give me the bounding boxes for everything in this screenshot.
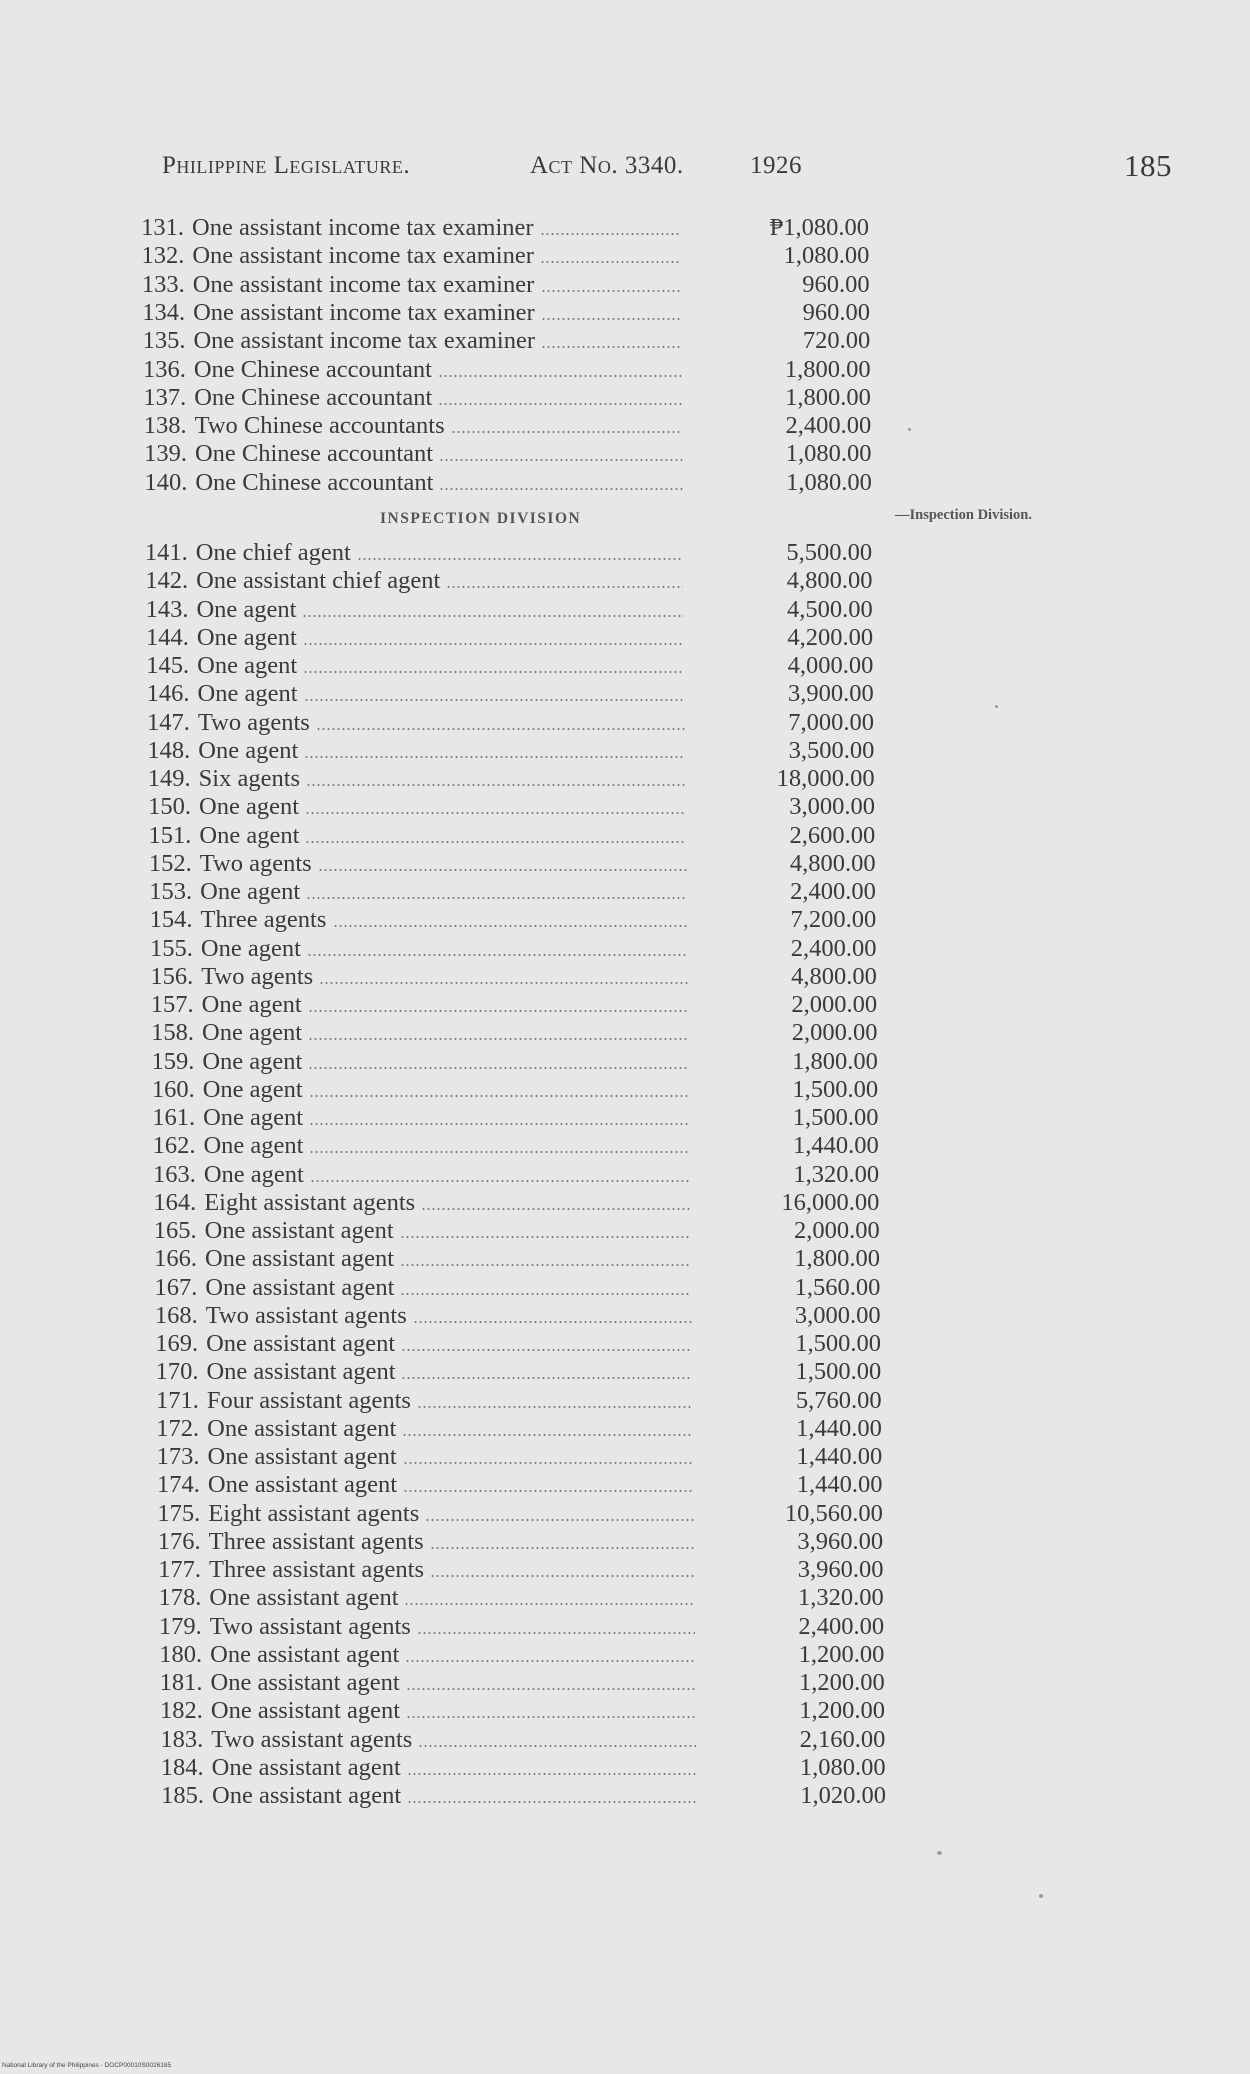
item-number: 181.: [159, 1669, 203, 1696]
item-amount: 16,000.00: [781, 1188, 880, 1216]
item-number: 173.: [156, 1443, 200, 1470]
item-description: One agent: [203, 1160, 304, 1188]
list-item: [131, 624, 297, 652]
dot-leader: [303, 643, 684, 645]
item-amount: 3,000.00: [789, 793, 875, 821]
dot-leader: [404, 1603, 695, 1605]
item-amount: 1,800.00: [794, 1245, 881, 1273]
item-description: One agent: [198, 736, 299, 764]
dot-leader: [446, 586, 683, 588]
dot-leader: [541, 290, 681, 292]
list-item: [132, 737, 298, 765]
list-item: [145, 1669, 400, 1697]
item-number: 179.: [158, 1612, 202, 1640]
item-number: 153.: [149, 878, 193, 905]
item-description: Three agents: [200, 906, 327, 934]
item-number: 147.: [147, 708, 190, 736]
dot-leader: [305, 812, 686, 814]
item-description: One assistant agent: [206, 1358, 396, 1386]
list-item: [140, 1330, 395, 1358]
item-number: 144.: [145, 623, 189, 651]
page-number: 185: [1124, 148, 1172, 183]
item-description: One chief agent: [195, 539, 351, 566]
item-description: One agent: [196, 595, 297, 623]
item-number: 137.: [143, 383, 187, 411]
scan-credit: National Library of the Philippines · DOCP00010S0026185: [2, 2062, 172, 2069]
item-amount: 10,560.00: [784, 1499, 883, 1527]
item-number: 150.: [148, 793, 192, 821]
item-description: One assistant agent: [210, 1669, 400, 1696]
item-number: 151.: [148, 821, 192, 849]
item-number: 134.: [142, 298, 186, 326]
paper-speck: [937, 1851, 942, 1855]
paper-speck: [1039, 1894, 1043, 1898]
item-amount: 4,200.00: [787, 623, 874, 651]
item-number: 162.: [152, 1132, 196, 1160]
item-amount: 4,800.00: [786, 567, 873, 595]
list-item: [137, 1076, 303, 1104]
list-item: [143, 1528, 424, 1556]
dot-leader: [403, 1490, 694, 1492]
item-number: 155.: [150, 934, 193, 962]
item-description: One assistant agent: [210, 1697, 401, 1725]
item-description: Two agents: [197, 708, 310, 736]
item-number: 177.: [158, 1556, 202, 1583]
item-amount: 4,000.00: [787, 652, 874, 679]
paper-speck: [995, 705, 998, 708]
dot-leader: [439, 488, 683, 490]
item-description: Eight assistant agents: [204, 1188, 416, 1216]
item-description: One assistant agent: [205, 1273, 395, 1301]
item-description: Eight assistant agents: [208, 1499, 420, 1527]
dot-leader: [438, 375, 682, 377]
dot-leader: [541, 346, 681, 348]
dot-leader: [439, 459, 683, 461]
dot-leader: [303, 671, 684, 673]
dot-leader: [357, 558, 683, 560]
item-number: 172.: [156, 1414, 200, 1442]
item-description: One agent: [197, 680, 298, 708]
dot-leader: [403, 1462, 693, 1464]
list-item: [142, 1443, 397, 1471]
item-number: 136.: [142, 355, 186, 383]
list-item: [135, 906, 327, 934]
list-item: [129, 412, 445, 440]
item-amount: 1,080.00: [799, 1753, 886, 1781]
dot-leader: [451, 431, 682, 433]
margin-note: —Inspection Division.: [895, 507, 1032, 523]
item-number: 141.: [144, 539, 188, 566]
list-item: [138, 1161, 304, 1189]
dot-leader: [540, 233, 680, 235]
list-item: [133, 793, 299, 821]
list-item: [145, 1726, 412, 1754]
item-number: 149.: [147, 765, 191, 792]
list-item: [139, 1245, 394, 1273]
item-description: One assistant agent: [204, 1217, 394, 1244]
list-item: [126, 214, 534, 242]
item-amount: 1,320.00: [793, 1160, 880, 1188]
item-amount: 2,000.00: [791, 1019, 878, 1047]
list-item: [146, 1754, 401, 1782]
list-item: [128, 356, 432, 384]
dot-leader: [319, 982, 688, 984]
item-number: 157.: [150, 991, 194, 1018]
list-item: [137, 1104, 303, 1132]
item-number: 146.: [146, 680, 190, 708]
item-description: One assistant agent: [207, 1443, 397, 1470]
item-amount: 18,000.00: [776, 765, 875, 792]
item-amount: 1,440.00: [796, 1471, 883, 1499]
item-number: 182.: [160, 1697, 203, 1725]
dot-leader: [430, 1575, 694, 1577]
item-number: 176.: [157, 1527, 201, 1555]
item-description: One Chinese accountant: [194, 383, 433, 411]
item-number: 138.: [143, 412, 187, 440]
section-heading-inspection-division: INSPECTION DIVISION: [380, 510, 582, 527]
item-description: One agent: [200, 878, 301, 905]
dot-leader: [305, 841, 686, 843]
item-description: One assistant agent: [207, 1471, 398, 1499]
dot-leader: [417, 1406, 693, 1408]
item-number: 143.: [145, 595, 189, 623]
item-amount: 1,080.00: [783, 242, 870, 270]
item-amount: 1,320.00: [798, 1584, 884, 1612]
list-item: [140, 1302, 407, 1330]
list-item: [127, 299, 535, 327]
item-number: 159.: [151, 1047, 195, 1075]
dot-leader: [307, 954, 688, 956]
item-number: 160.: [151, 1075, 195, 1103]
act-year: 1926: [750, 152, 802, 179]
item-amount: 1,080.00: [786, 468, 872, 496]
list-item: [129, 469, 433, 497]
act-number: Act No. 3340.: [530, 152, 684, 179]
item-number: 169.: [155, 1330, 199, 1357]
item-number: 154.: [149, 906, 193, 934]
dot-leader: [318, 869, 687, 871]
list-item: [132, 709, 310, 737]
item-amount: 1,800.00: [792, 1047, 878, 1075]
dot-leader: [421, 1208, 690, 1210]
item-amount: 1,080.00: [785, 440, 872, 468]
item-number: 135.: [142, 327, 186, 355]
item-amount: 1,500.00: [795, 1330, 881, 1357]
item-description: Two assistant agents: [211, 1725, 413, 1753]
list-item: [141, 1387, 411, 1415]
dot-leader: [309, 1151, 690, 1153]
item-number: 140.: [144, 468, 188, 496]
list-item: [134, 878, 300, 906]
item-amount: 3,960.00: [797, 1556, 884, 1583]
item-amount: 1,560.00: [794, 1273, 881, 1301]
dot-leader: [304, 756, 685, 758]
item-number: 168.: [154, 1301, 198, 1329]
item-amount: ₱1,080.00: [769, 214, 869, 241]
item-number: 165.: [153, 1217, 197, 1244]
item-amount: 4,800.00: [791, 962, 877, 990]
item-number: 158.: [151, 1019, 194, 1047]
dot-leader: [430, 1547, 694, 1549]
list-item: [142, 1500, 419, 1528]
item-description: Three assistant agents: [209, 1556, 425, 1583]
item-description: One agent: [197, 652, 298, 679]
item-amount: 1,200.00: [799, 1697, 886, 1725]
item-number: 156.: [150, 962, 194, 990]
list-item: [139, 1274, 394, 1302]
item-description: One Chinese accountant: [195, 468, 434, 496]
item-description: One agent: [203, 1132, 304, 1160]
item-description: One assistant agent: [211, 1753, 401, 1781]
item-amount: 3,960.00: [797, 1527, 884, 1555]
item-description: Two Chinese accountants: [194, 412, 445, 440]
item-description: One Chinese accountant: [194, 440, 434, 468]
dot-leader: [401, 1377, 692, 1379]
item-amount: 5,760.00: [795, 1386, 882, 1414]
item-description: One assistant chief agent: [196, 567, 441, 595]
item-number: 178.: [158, 1584, 202, 1612]
list-item: [140, 1358, 395, 1386]
item-amount: 1,200.00: [798, 1640, 885, 1668]
item-number: 145.: [146, 652, 190, 679]
dot-leader: [302, 615, 684, 617]
list-item: [143, 1556, 424, 1584]
list-item: [144, 1641, 399, 1669]
item-amount: 1,800.00: [785, 383, 871, 411]
list-item: [144, 1613, 411, 1641]
list-item: [131, 652, 297, 680]
item-number: 152.: [148, 849, 192, 877]
list-item: [146, 1782, 401, 1810]
dot-leader: [417, 1632, 695, 1634]
item-amount: 2,400.00: [790, 878, 876, 905]
item-amount: 1,500.00: [792, 1104, 879, 1131]
dot-leader: [406, 1716, 696, 1718]
item-description: One assistant income tax examiner: [192, 214, 534, 241]
list-item: [141, 1415, 396, 1443]
item-number: 175.: [157, 1499, 201, 1527]
list-item: [136, 1019, 302, 1047]
dot-leader: [308, 1010, 688, 1012]
dot-leader: [418, 1745, 696, 1747]
list-item: [135, 963, 313, 991]
item-amount: 1,020.00: [800, 1782, 886, 1809]
dot-leader: [316, 728, 685, 730]
dot-leader: [405, 1660, 695, 1662]
running-title: Philippine Legislature.: [162, 152, 411, 179]
item-description: One agent: [203, 1104, 304, 1131]
item-description: One assistant income tax examiner: [192, 242, 534, 270]
dot-leader: [308, 1038, 689, 1040]
item-number: 139.: [144, 440, 187, 468]
item-amount: 2,160.00: [799, 1725, 886, 1753]
dot-leader: [540, 261, 680, 263]
item-number: 164.: [153, 1188, 197, 1216]
item-number: 184.: [160, 1753, 204, 1781]
list-item: [136, 1048, 302, 1076]
list-item: [143, 1584, 398, 1612]
list-item: [128, 384, 432, 412]
list-item: [142, 1471, 397, 1499]
item-amount: 2,400.00: [790, 934, 877, 962]
dot-leader: [406, 1688, 696, 1690]
list-item: [127, 327, 535, 355]
item-description: One assistant agent: [209, 1584, 399, 1612]
item-description: One assistant income tax examiner: [193, 298, 535, 326]
item-description: One assistant agent: [212, 1782, 402, 1809]
item-amount: 2,600.00: [789, 821, 876, 849]
list-item: [129, 440, 433, 468]
dot-leader: [400, 1236, 691, 1238]
item-description: One agent: [196, 623, 297, 651]
list-item: [139, 1217, 394, 1245]
item-description: One assistant agent: [206, 1330, 396, 1357]
list-item: [130, 596, 296, 624]
item-number: 148.: [147, 736, 191, 764]
item-number: 171.: [155, 1386, 199, 1414]
item-number: 163.: [152, 1160, 196, 1188]
item-number: 180.: [159, 1640, 203, 1668]
item-description: One assistant income tax examiner: [193, 327, 535, 355]
dot-leader: [407, 1773, 697, 1775]
item-amount: 5,500.00: [786, 539, 873, 566]
dot-leader: [400, 1264, 691, 1266]
item-amount: 960.00: [802, 298, 870, 326]
list-item: [138, 1189, 415, 1217]
item-amount: 720.00: [802, 327, 871, 355]
item-amount: 7,000.00: [788, 708, 875, 736]
item-amount: 4,800.00: [789, 849, 876, 877]
item-amount: 4,500.00: [787, 595, 873, 623]
item-number: 131.: [141, 214, 184, 241]
item-amount: 960.00: [802, 270, 870, 298]
item-description: Two assistant agents: [209, 1612, 411, 1640]
item-description: One agent: [199, 793, 300, 821]
list-item: [133, 765, 300, 793]
dot-leader: [309, 1095, 689, 1097]
dot-leader: [413, 1321, 692, 1323]
item-number: 132.: [141, 242, 185, 270]
item-description: Six agents: [198, 765, 301, 792]
item-number: 161.: [152, 1104, 196, 1131]
item-description: Two agents: [201, 962, 314, 990]
item-amount: 1,200.00: [798, 1669, 885, 1696]
item-description: One agent: [202, 1047, 303, 1075]
list-item: [133, 822, 299, 850]
dot-leader: [541, 318, 681, 320]
dot-leader: [401, 1349, 692, 1351]
item-number: 166.: [154, 1245, 197, 1273]
item-amount: 1,440.00: [793, 1132, 879, 1160]
list-item: [130, 567, 440, 595]
dot-leader: [407, 1801, 697, 1803]
item-description: One assistant agent: [204, 1245, 395, 1273]
dot-leader: [425, 1519, 694, 1521]
item-amount: 3,500.00: [788, 736, 875, 764]
item-description: Two agents: [199, 849, 312, 877]
item-number: 183.: [160, 1725, 204, 1753]
item-description: One agent: [202, 1075, 303, 1103]
item-amount: 3,900.00: [787, 680, 874, 708]
item-description: Three assistant agents: [208, 1527, 424, 1555]
item-description: One agent: [201, 991, 302, 1018]
dot-leader: [400, 1293, 691, 1295]
item-amount: 1,800.00: [784, 355, 871, 383]
list-item: [130, 539, 351, 567]
dot-leader: [306, 784, 686, 786]
list-item: [135, 935, 301, 963]
item-number: 133.: [141, 270, 185, 298]
item-amount: 2,000.00: [793, 1217, 880, 1244]
item-amount: 7,200.00: [790, 906, 877, 934]
paper-speck: [908, 428, 911, 431]
dot-leader: [402, 1434, 693, 1436]
list-item: [134, 850, 312, 878]
item-number: 142.: [145, 567, 189, 595]
item-description: One assistant income tax examiner: [192, 270, 535, 298]
dot-leader: [309, 1123, 689, 1125]
item-amount: 1,440.00: [796, 1443, 883, 1470]
list-item: [127, 271, 535, 299]
item-amount: 1,500.00: [792, 1075, 879, 1103]
list-item: [137, 1132, 303, 1160]
item-amount: 2,400.00: [798, 1612, 885, 1640]
dot-leader: [310, 1180, 690, 1182]
item-description: Two assistant agents: [205, 1301, 407, 1329]
dot-leader: [308, 1067, 689, 1069]
item-amount: 1,440.00: [796, 1414, 882, 1442]
dot-leader: [333, 925, 687, 927]
item-description: One assistant agent: [207, 1414, 397, 1442]
item-amount: 1,500.00: [795, 1358, 882, 1386]
list-item: [136, 991, 302, 1019]
item-description: One Chinese accountant: [193, 355, 432, 383]
item-description: One agent: [200, 934, 301, 962]
item-number: 170.: [155, 1358, 199, 1386]
dot-leader: [304, 699, 685, 701]
item-number: 167.: [154, 1273, 198, 1301]
item-description: Four assistant agents: [206, 1386, 411, 1414]
item-description: One agent: [199, 821, 300, 849]
item-number: 174.: [157, 1471, 200, 1499]
dot-leader: [306, 897, 687, 899]
item-amount: 2,400.00: [785, 412, 872, 440]
item-description: One assistant agent: [210, 1640, 400, 1668]
dot-leader: [438, 403, 682, 405]
item-number: 185.: [161, 1782, 204, 1809]
item-description: One agent: [202, 1019, 302, 1047]
item-amount: 3,000.00: [794, 1301, 881, 1329]
list-item: [145, 1697, 400, 1725]
list-item: [132, 680, 298, 708]
list-item: [126, 242, 534, 270]
item-amount: 2,000.00: [791, 991, 878, 1018]
